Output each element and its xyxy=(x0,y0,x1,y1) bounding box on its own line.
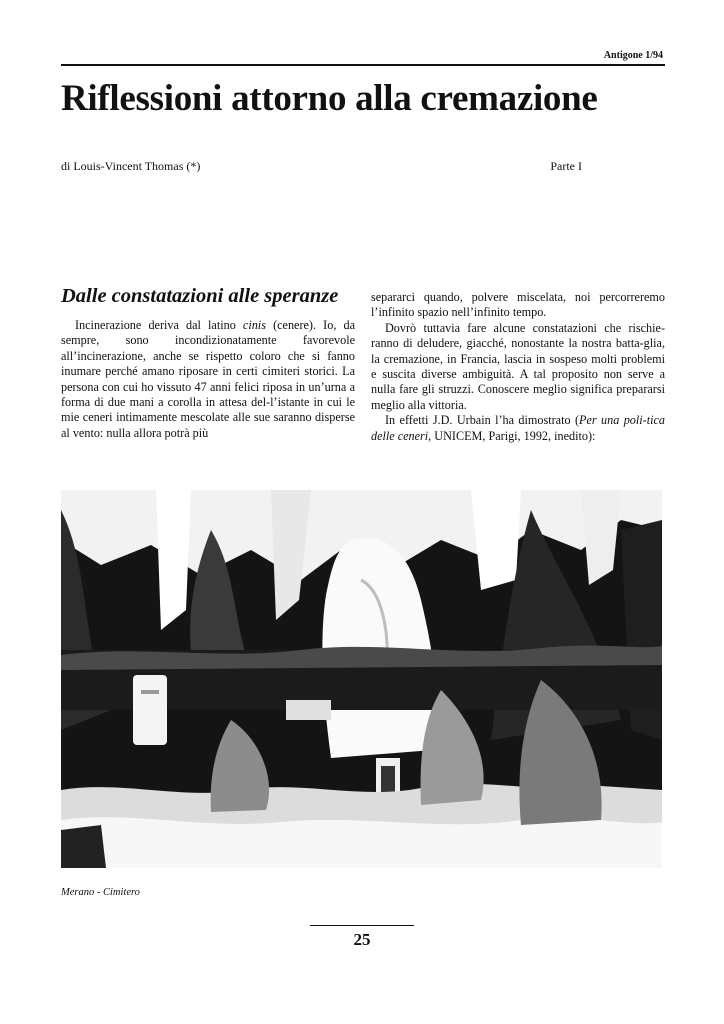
latin-term: cinis xyxy=(242,318,266,332)
left-column xyxy=(61,284,355,441)
article-byline: di Louis-Vincent Thomas (*) xyxy=(61,159,201,173)
cited-title: Per una poli-tica delle ceneri, xyxy=(371,413,665,443)
article-title: Riflessioni attorno alla cremazione xyxy=(61,78,598,119)
text-run: UNICEM, Parigi, 1992, inedito): xyxy=(431,428,596,443)
text-run: (cenere). Io, da sempre, sono incondizionatamente favorevole all’incinerazione, anche se rispetto coloro che si fanno inumare perché amano riposare in certi cimiteri storici. La persona con cui ho vissuto 47 anni felici riposa in un’urna a forma di due mani a corolla in attesa del-l’istante in cui le mie ceneri intimamente mescolate alle sue saranno disperse al vento: nulla allora potrà più xyxy=(61,318,355,440)
right-column xyxy=(371,290,665,444)
text-run: Incinerazione deriva dal latino xyxy=(75,318,243,332)
paragraph: Dovrò tuttavia fare alcune constatazioni che rischie-ranno di deludere, giacché, nonostante la nostra batta-glia, la cremazione, in Francia, lascia in sospeso molti problemi e suscita diverse ambiguità. A tal proposito non serve a nulla fare gli struzzi. Conoscere meglio significa prepararsi meglio alla vittoria. xyxy=(371,320,665,412)
header-rule xyxy=(61,64,665,66)
cemetery-photo xyxy=(61,490,662,868)
photo-caption: Merano - Cimitero xyxy=(61,887,140,898)
paragraph: separarci quando, polvere miscelata, noi percorreremo l’infinito spazio nell’infinito tempo. xyxy=(371,290,665,320)
paragraph xyxy=(61,318,355,441)
page-number: 25 xyxy=(353,930,371,949)
section-heading: Dalle constatazioni alle speranze xyxy=(61,285,339,307)
article-part: Parte I xyxy=(550,159,582,173)
paragraph xyxy=(371,413,665,444)
journal-issue: Antigone 1/94 xyxy=(603,50,663,61)
text-run: In effetti J.D. Urbain l’ha dimostrato ( xyxy=(385,413,580,428)
footer-rule xyxy=(310,925,414,926)
